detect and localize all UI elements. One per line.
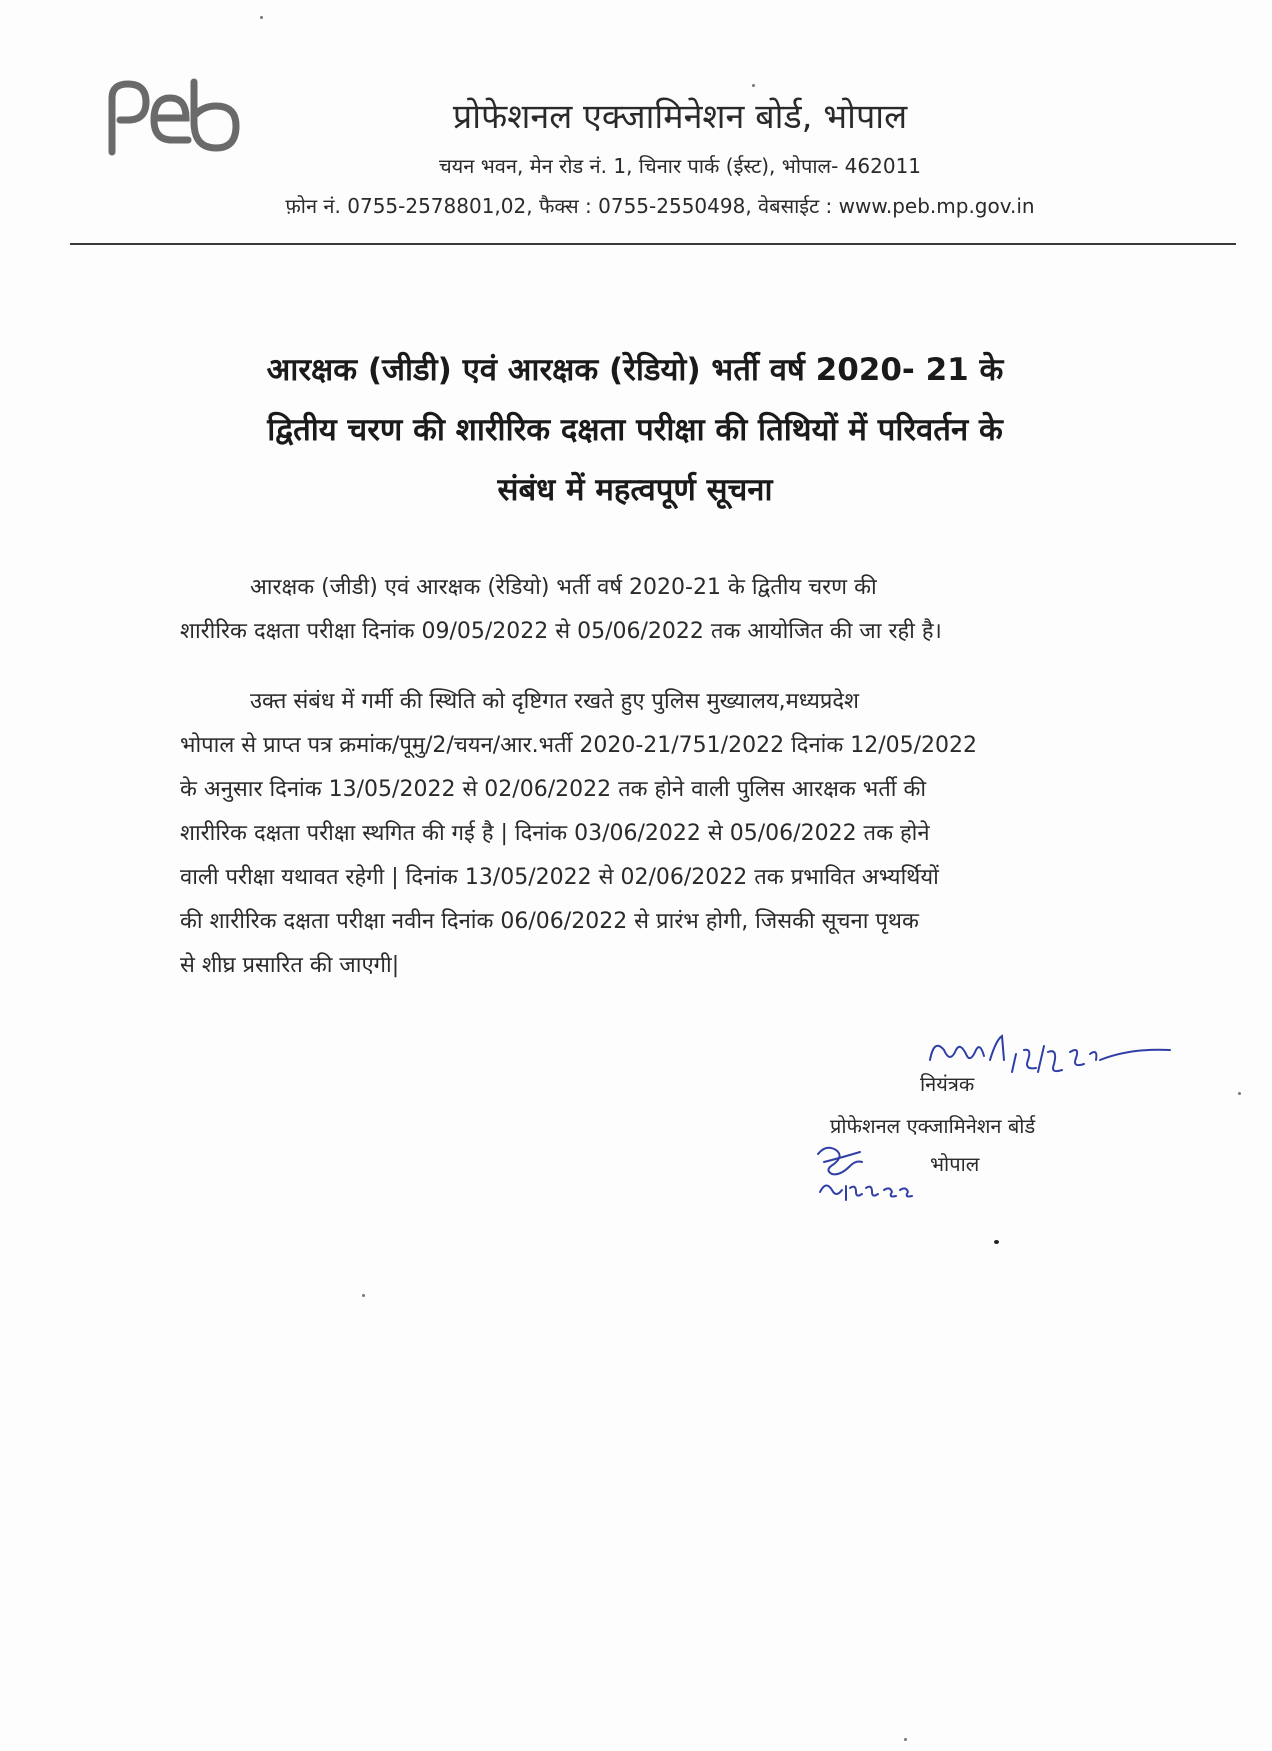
- body-line: से शीघ्र प्रसारित की जाएगी|: [180, 953, 400, 978]
- body-line: उक्त संबंध में गर्मी की स्थिति को दृष्टिगत रखते हुए पुलिस मुख्यालय,मध्यप्रदेश: [250, 689, 859, 714]
- peb-logo-icon: [104, 78, 244, 158]
- org-contact: फ़ोन नं. 0755-2578801,02, फैक्स : 0755-2550498, वेबसाईट : www.peb.mp.gov.in: [285, 194, 1035, 218]
- signatory-title: नियंत्रक: [920, 1072, 975, 1096]
- scan-speck: [362, 1294, 365, 1297]
- subject-line: संबंध में महत्वपूर्ण सूचना: [497, 472, 773, 508]
- scan-speck: [994, 1240, 999, 1244]
- body-paragraph-1: [180, 566, 1115, 654]
- org-address: चयन भवन, मेन रोड नं. 1, चिनार पार्क (ईस्ट), भोपाल- 462011: [438, 154, 922, 178]
- scan-speck: [260, 16, 263, 19]
- subject-line: आरक्षक (जीडी) एवं आरक्षक (रेडियो) भर्ती वर्ष 2020- 21 के: [266, 352, 1004, 388]
- body-line: आरक्षक (जीडी) एवं आरक्षक (रेडियो) भर्ती वर्ष 2020-21 के द्वितीय चरण की: [250, 575, 877, 600]
- body-line: शारीरिक दक्षता परीक्षा दिनांक 09/05/2022 से 05/06/2022 तक आयोजित की जा रही है।: [180, 619, 942, 644]
- scan-speck: [904, 1738, 907, 1741]
- body-line: शारीरिक दक्षता परीक्षा स्थगित की गई है | दिनांक 03/06/2022 से 05/06/2022 तक होने: [180, 821, 930, 846]
- body-paragraph-2: [180, 680, 1115, 988]
- subject-line: द्वितीय चरण की शारीरिक दक्षता परीक्षा की तिथियों में परिवर्तन के: [267, 412, 1003, 448]
- body-line: वाली परीक्षा यथावत रहेगी | दिनांक 13/05/2022 से 02/06/2022 तक प्रभावित अभ्यर्थियों: [180, 865, 939, 890]
- signatory-org: प्रोफेशनल एक्जामिनेशन बोर्ड: [830, 1114, 1036, 1138]
- notice-subject: [150, 340, 1120, 520]
- scan-speck: [1238, 1092, 1241, 1095]
- initials-scribble: [810, 1140, 920, 1210]
- header-divider: [70, 243, 1236, 245]
- scan-speck: [752, 84, 755, 87]
- signatory-city: भोपाल: [930, 1152, 980, 1176]
- body-line: के अनुसार दिनांक 13/05/2022 से 02/06/2022 तक होने वाली पुलिस आरक्षक भर्ती की: [180, 777, 927, 802]
- org-name: प्रोफेशनल एक्जामिनेशन बोर्ड, भोपाल: [452, 97, 908, 137]
- body-line: की शारीरिक दक्षता परीक्षा नवीन दिनांक 06/06/2022 से प्रारंभ होगी, जिसकी सूचना पृथक: [180, 909, 919, 934]
- body-line: भोपाल से प्राप्त पत्र क्रमांक/पूमु/2/चयन/आर.भर्ती 2020-21/751/2022 दिनांक 12/05/2022: [180, 733, 978, 758]
